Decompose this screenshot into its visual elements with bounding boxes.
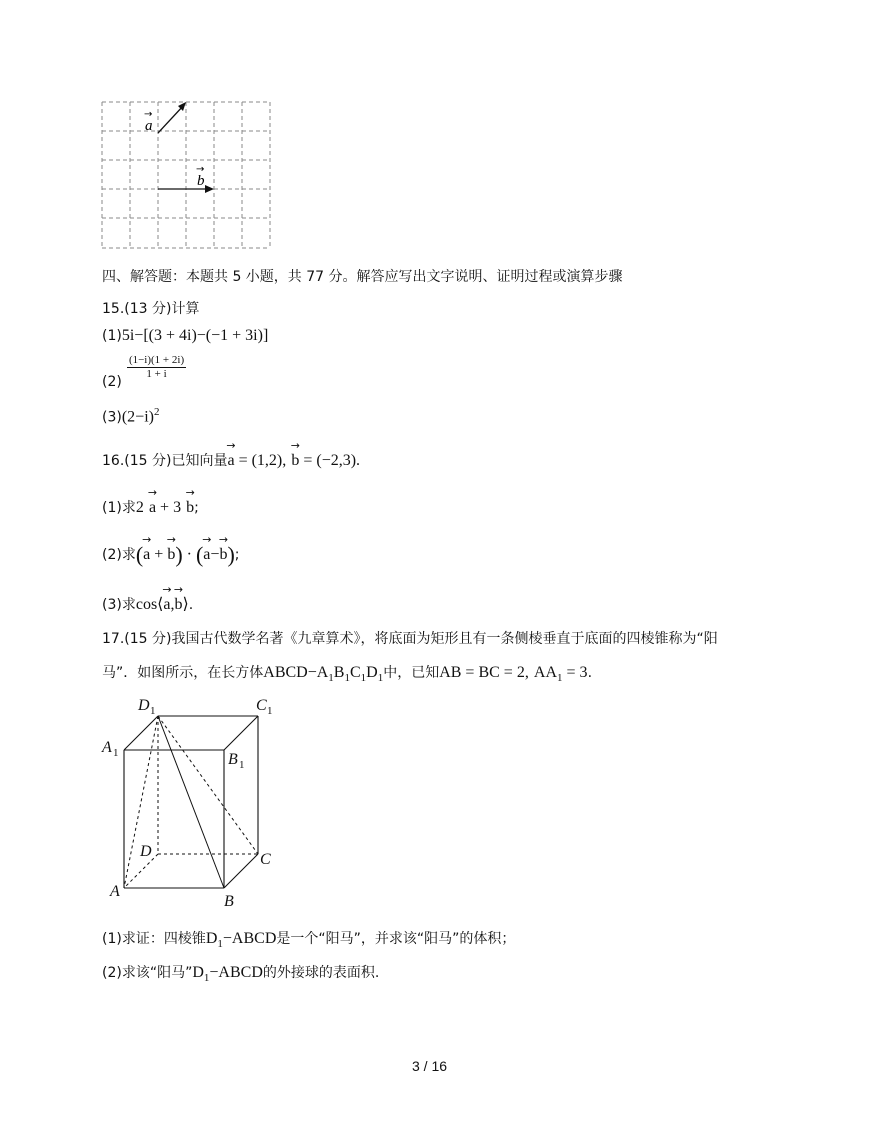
q16-vector-a-value: = (1,2), <box>234 452 287 469</box>
pyramid-edges <box>124 716 224 888</box>
q17-sub2: 1 <box>344 672 350 685</box>
grid-lines <box>102 102 270 248</box>
q17-line2-mid: 中，已知 <box>383 665 440 681</box>
q16-part2-minus: − <box>210 546 220 563</box>
q15-part3 <box>102 406 159 426</box>
q17-eq2-sub: 1 <box>557 672 563 685</box>
vertex-a-label: A <box>110 883 120 900</box>
q17-d1: D <box>366 664 378 681</box>
vertex-c1-sub: 1 <box>267 705 273 717</box>
vertex-d1-sub: 1 <box>150 705 156 717</box>
q15-part2-fraction <box>127 354 186 381</box>
q17-eq2-rest: = 3 <box>562 664 588 681</box>
q17-part1-text: 是一个“阳马”，并求该“阳马”的体积； <box>276 931 516 947</box>
q16-part2-open: ( <box>135 542 144 567</box>
q17-line2 <box>102 662 592 684</box>
q16-part3-open: ⟨ <box>157 596 164 613</box>
q16-part2-label: (2)求 <box>102 547 136 563</box>
q17-c1: C <box>349 664 361 681</box>
q17-part2 <box>102 962 379 984</box>
q16-part2-a: → a <box>143 546 150 564</box>
q16-part3 <box>102 594 193 614</box>
cuboid-figure <box>96 690 296 912</box>
vertex-a1-label: A <box>102 739 112 756</box>
q16-title-line <box>102 450 360 470</box>
vertex-a1-sub: 1 <box>113 747 119 759</box>
vertex-b1-label: B <box>228 751 238 768</box>
q16-part1 <box>102 497 199 517</box>
vertex-b1-sub: 1 <box>239 759 245 771</box>
vertex-d-label: D <box>140 843 152 860</box>
page-number: 3 / 16 <box>412 1058 448 1074</box>
vector-b-label-arrow: → <box>196 164 205 175</box>
q15-part1-label: (1) <box>102 328 122 344</box>
q17-line1: 17.(15 分)我国古代数学名著《九章算术》，将底面为矩形且有一条侧棱垂直于底面的四棱锥称为“阳 <box>102 631 718 647</box>
q17-part1-label: (1)求证：四棱锥 <box>102 931 206 947</box>
q16-part3-end: . <box>188 597 194 613</box>
q16-part1-label: (1)求 <box>102 500 136 516</box>
q15-part2-numerator: (1−i)(1 + 2i) <box>128 354 185 366</box>
q16-part2-open2: ( <box>195 542 204 567</box>
vertex-c1-label: C <box>256 697 267 714</box>
q16-part2-close2: ) <box>227 542 235 567</box>
q16-part1-mid: + 3 <box>156 499 182 516</box>
q15-part1-expr: 5i−[(3 + 4i)−(−1 + 3i)] <box>121 327 269 344</box>
q16-part2-plus: + <box>150 546 168 563</box>
vector-a-label: a <box>145 118 153 134</box>
q17-part2-text: 的外接球的表面积. <box>262 965 380 981</box>
q17-part1-sub: 1 <box>217 938 223 951</box>
q17-part2-rest: −ABCD <box>209 964 263 981</box>
q15-part3-exponent: 2 <box>153 406 160 418</box>
q16-vector-b-value: = (−2,3). <box>299 452 361 469</box>
q16-part2-close: ) <box>175 542 183 567</box>
q16-part1-a: → a <box>149 499 156 517</box>
q17-part2-d: D <box>192 964 204 981</box>
q17-eq2: AA <box>533 664 558 681</box>
vertex-d1-label: D <box>138 697 150 714</box>
q17-part2-sub: 1 <box>203 972 210 985</box>
vertex-c-label: C <box>260 851 271 868</box>
q16-vector-b: → b <box>291 452 299 470</box>
q16-part2-dot: · <box>182 546 196 563</box>
vector-grid-figure <box>100 100 272 252</box>
q17-line2-end: . <box>587 665 593 681</box>
q16-part1-b: → b <box>186 499 194 517</box>
q17-sub3: 1 <box>360 672 367 685</box>
q17-sub1: 1 <box>328 672 334 685</box>
q16-part3-label: (3)求 <box>102 597 136 613</box>
q17-eq1: AB = BC = 2, <box>439 664 529 681</box>
q17-part1-d: D <box>205 930 218 947</box>
q15-part3-base: (2−i) <box>121 408 154 426</box>
q17-part2-label: (2)求该“阳马” <box>102 965 193 981</box>
q15-part2-denominator: 1 + i <box>146 368 167 380</box>
q16-part2-b2: → b <box>219 546 227 564</box>
q16-part2 <box>102 542 239 568</box>
q15-part2-label: (2) <box>102 374 122 390</box>
q16-part3-b: → b <box>175 596 183 614</box>
q16-part3-a: → a <box>163 596 170 614</box>
section-heading: 四、解答题：本题共 5 小题，共 77 分。解答应写出文字说明、证明过程或演算步骤 <box>102 269 623 285</box>
q16-part1-coef: 2 <box>135 499 144 516</box>
q16-part2-end: ; <box>234 547 240 563</box>
q15-part3-label: (3) <box>102 409 122 426</box>
vector-b-label: b <box>197 173 205 189</box>
q16-vector-a: → a <box>227 452 234 470</box>
vector-a-arrow <box>158 102 186 133</box>
q15-title: 15.(13 分)计算 <box>102 301 200 317</box>
q16-part2-b: → b <box>167 546 175 564</box>
q17-solid-name: ABCD−A <box>263 664 329 681</box>
q17-part1-rest: −ABCD <box>222 930 277 947</box>
q17-b1: B <box>333 664 345 681</box>
q17-sub4: 1 <box>377 672 384 685</box>
q16-part3-comma: , <box>170 596 175 613</box>
q17-line2-text: 马”．如图所示，在长方体 <box>102 665 264 681</box>
q15-part1 <box>102 325 268 345</box>
q15-part2 <box>102 354 186 390</box>
q16-title: 16.(15 分)已知向量 <box>102 453 228 469</box>
q16-part1-end: ; <box>194 500 199 516</box>
q17-part1 <box>102 928 515 950</box>
vertex-b-label: B <box>224 893 234 910</box>
vector-a-label-arrow: → <box>144 109 153 120</box>
q16-part3-cos: cos <box>135 596 158 613</box>
q16-part2-a2: → a <box>203 546 210 564</box>
q16-part3-close: ⟩ <box>182 596 189 613</box>
